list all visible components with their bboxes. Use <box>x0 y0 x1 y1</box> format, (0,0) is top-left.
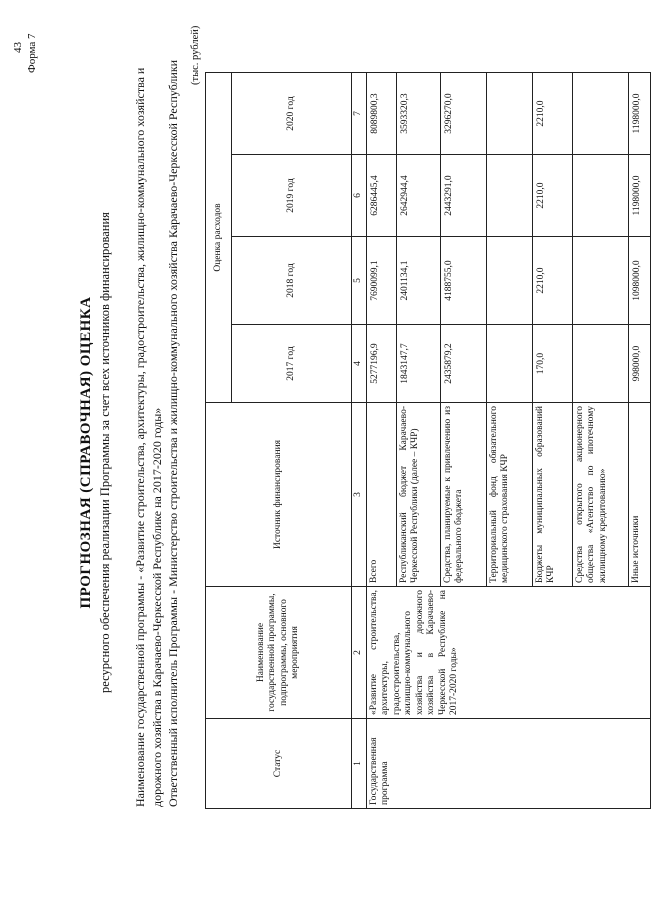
page-number: 43 <box>12 42 24 53</box>
value-cell: 2642944,4 <box>396 155 440 237</box>
value-cell: 2401134,1 <box>396 237 440 325</box>
col-number: 3 <box>352 403 367 587</box>
value-cell <box>572 73 628 155</box>
value-cell: 8089800,3 <box>366 73 396 155</box>
table-row <box>366 73 396 809</box>
value-cell: 5277196,9 <box>366 325 396 403</box>
source-cell: Иные источники <box>628 403 650 587</box>
document-subtitle: ресурсного обеспечения реализации Программы за счет всех источников финансирования <box>98 212 112 693</box>
col-number: 5 <box>352 237 367 325</box>
header-estimate: Оценка расходов <box>206 73 232 403</box>
source-cell: Бюджеты муниципальных образований КЧР <box>532 403 572 587</box>
value-cell: 2210,0 <box>532 237 572 325</box>
value-cell <box>486 73 532 155</box>
value-cell: 1098000,0 <box>628 237 650 325</box>
col-number: 2 <box>352 587 367 719</box>
value-cell: 4188755,0 <box>440 237 486 325</box>
header-status: Статус <box>206 719 352 809</box>
value-cell: 1198000,0 <box>628 155 650 237</box>
col-number: 4 <box>352 325 367 403</box>
value-cell: 3593320,3 <box>396 73 440 155</box>
value-cell: 2210,0 <box>532 155 572 237</box>
program-description <box>132 27 182 807</box>
value-cell <box>486 155 532 237</box>
value-cell: 998000,0 <box>628 325 650 403</box>
form-label: Форма 7 <box>26 33 38 73</box>
value-cell: 1843147,7 <box>396 325 440 403</box>
value-cell: 2443291,0 <box>440 155 486 237</box>
header-year-2017: 2017 год <box>232 325 352 403</box>
program-executor: Ответственный исполнитель Программы - Министерство строительства и жилищно-коммунального хозяйства Карачаево-Черкесской Республики <box>166 59 180 807</box>
value-cell: 1198000,0 <box>628 73 650 155</box>
header-year-2018: 2018 год <box>232 237 352 325</box>
header-year-2019: 2019 год <box>232 155 352 237</box>
value-cell: 7690099,1 <box>366 237 396 325</box>
value-cell <box>572 325 628 403</box>
value-cell <box>486 237 532 325</box>
value-cell: 3296270,0 <box>440 73 486 155</box>
program-name: Наименование государственной программы - «Развитие строительства, архитектуры, градостроительства, жилищно-коммунального хозяйства и дорожного хозяйства в Карачаево-Черкесской Республике на 2017-2020 годы» <box>133 67 164 807</box>
header-name: Наименование государственной программы, подпрограммы, основного мероприятия <box>206 587 352 719</box>
source-cell: Территориальный фонд обязательного медицинского страхования КЧР <box>486 403 532 587</box>
source-cell: Республиканский бюджет Карачаево-Черкесской Республики (далее – КЧР) <box>396 403 440 587</box>
value-cell: 2210,0 <box>532 73 572 155</box>
col-number: 7 <box>352 73 367 155</box>
col-number: 6 <box>352 155 367 237</box>
program-name-cell: «Развитие строительства, архитектуры, градостроительства, жилищно-коммунального хозяйства и дорожного хозяйства в Карачаево-Черкесской Республике на 2017-2020 годы» <box>366 587 650 719</box>
value-cell: 170,0 <box>532 325 572 403</box>
value-cell <box>572 237 628 325</box>
source-cell: Средства открытого акционерного общества «Агентство по ипотечному жилищному кредитованию» <box>572 403 628 587</box>
col-number: 1 <box>352 719 367 809</box>
funding-table <box>205 72 651 809</box>
value-cell: 6286445,4 <box>366 155 396 237</box>
value-cell <box>572 155 628 237</box>
value-cell <box>486 325 532 403</box>
status-cell: Государственная программа <box>366 719 650 809</box>
document-title: ПРОГНОЗНАЯ (СПРАВОЧНАЯ) ОЦЕНКА <box>78 296 94 609</box>
header-year-2020: 2020 год <box>232 73 352 155</box>
units-label: (тыс. рублей) <box>190 25 201 85</box>
header-source: Источник финансирования <box>206 403 352 587</box>
source-cell: Средства, планируемые к привлечению из федерального бюджета <box>440 403 486 587</box>
source-cell: Всего <box>366 403 396 587</box>
value-cell: 2435879,2 <box>440 325 486 403</box>
